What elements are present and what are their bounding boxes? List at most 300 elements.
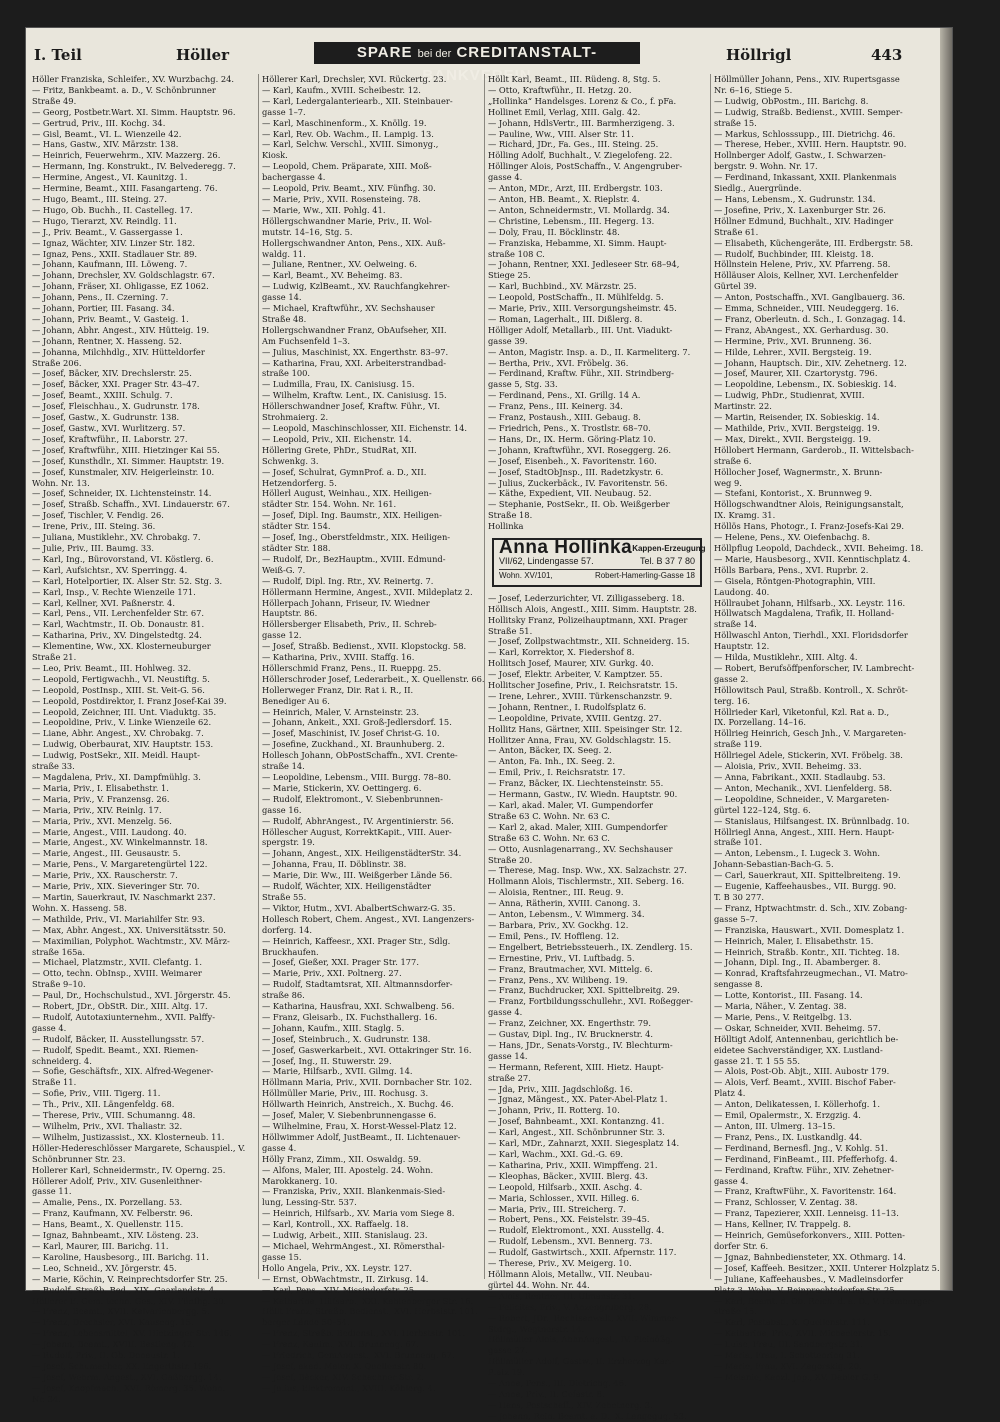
directory-entry-line: — Amalie, Pens., IX. Porzellang. 53.	[32, 1197, 183, 1208]
directory-entry-line: — Maria, Frau, I. Schottenring 31.	[714, 1350, 860, 1361]
ad-business-tag: Kappen-Erzeugung	[632, 544, 706, 554]
directory-entry-line: gasse 4.	[262, 1142, 297, 1153]
directory-entry-line: — Marie, Pens., V. Margaretengürtel 122.	[32, 859, 208, 870]
directory-entry-line: — Emil, Opalermstr., X. Erzgzig. 4.	[714, 1110, 861, 1121]
directory-entry-line: — Heinrich, Hilfsarb., XV. Maria vom Siege 8.	[262, 1208, 455, 1219]
directory-entry-line: — Georg, Postbetr.Wart. XI. Simm. Hauptstr. 96.	[32, 106, 236, 117]
directory-entry-line: gasse 39.	[488, 335, 528, 346]
directory-entry-line: gasse 4.	[488, 172, 523, 183]
ad-residence: Wohn. XV/101,	[499, 570, 553, 580]
directory-entry-line: waldg. 11.	[262, 248, 306, 259]
directory-entry-line: bachergasse 4.	[262, 172, 326, 183]
directory-entry-line: — Johann, Kraftwführ., XVI. Roseggerg. 26.	[488, 444, 671, 455]
directory-entry-line: — Leopold, Postdirektor, I. Franz Josef-Kai 39.	[32, 695, 227, 706]
directory-entry-line: — Hermine, Priv., XVI. Brunneng. 36.	[714, 335, 872, 346]
directory-entry-line: — Th., Priv., XII. Längenfeldg. 68.	[32, 1099, 175, 1110]
directory-entry-line: Höllrieg Heinrich, Gesch Jnh., V. Margareten-	[714, 728, 907, 739]
directory-entry-line: — Juliane, Rentner., XV. Oelweing. 6.	[262, 259, 418, 270]
directory-entry-line: — Franz, KraftwFühr., X. Favoritenstr. 164.	[714, 1186, 897, 1197]
directory-entry-line: straße 15.	[714, 1306, 757, 1317]
directory-entry-line: Gürtel 39.	[714, 281, 757, 292]
directory-entry-line: Höllinger Alois, PostSchaffn., V. Angengruber-	[488, 161, 683, 172]
directory-entry-line: — Leopold, Priv., XII. Eichenstr. 14.	[262, 433, 412, 444]
directory-entry-line: — Karl, Kaufm., XVIII. Scheibestr. 12.	[262, 84, 421, 95]
directory-entry-line: — Therese, Heber., XVIII. Hern. Hauptstr. 90.	[714, 139, 907, 150]
directory-entry-line: — Hans, Postschaff., XIV. Zehetnerg. 3.	[488, 1399, 653, 1410]
directory-entry-line: — Johann, Portier, III. Fasang. 34.	[32, 303, 175, 314]
directory-entry-line: — Hermine, Angest., VI. Kaunitzg. 1.	[32, 172, 188, 183]
directory-entry-line: Hollitzer Anna, Frau, XV. Goldschlagstr. 15.	[488, 734, 672, 745]
ad-phone: Tel. B 37 7 80	[639, 555, 695, 566]
directory-entry-line: — Marie, Dir. Ww., III. Weißgerber Lände 56.	[262, 870, 453, 881]
directory-entry-line: — Marie, Angest., III. Geusaustr. 5.	[32, 848, 181, 859]
directory-entry-line: — Martin, Reisender, IX. Sobieskig. 14.	[714, 412, 880, 423]
directory-entry-line: berger Lände 50–54.	[262, 1317, 350, 1328]
directory-entry-line: — Leopold, PostSchaffn., II. Mühlfeldg. 5.	[488, 292, 664, 303]
directory-entry-line: — Josef, Ing., II. Stuwerstr. 29.	[262, 1055, 392, 1066]
directory-entry-line: Straße 18.	[488, 510, 533, 521]
directory-entry-line: — Elisabeth, Küchengeräte, III. Erdbergstr. 58.	[714, 237, 913, 248]
directory-entry-line: Hollnberger Adolf, Gastw., I. Schwarzen-	[714, 150, 886, 161]
directory-entry-line: — Josef, Bäcker, XIV. Schachner Str. 2.	[262, 1371, 425, 1382]
directory-entry-line: — Heinrich, Straßb. Kontr., XII. Tichteg. 18.	[714, 946, 900, 957]
directory-entry-line: — Josef, Zollpstwachtmstr., XII. Schneiderg. 15.	[488, 636, 690, 647]
directory-entry-line: Hollesch Johann, ObPostSchaffn., XVI. Crente-	[262, 750, 458, 761]
directory-entry-line: Strohmaierg. 2.	[262, 412, 329, 423]
directory-entry-line: — Karl, Maschinenform., X. Knöllg. 19.	[262, 117, 427, 128]
directory-entry-line: — Michael, WehrmAngest., XI. Römersthal-	[262, 1240, 445, 1251]
directory-entry-line: Benediger Au 6.	[262, 695, 330, 706]
directory-entry-line: straße 165a.	[32, 946, 86, 957]
banner-mid-text: bei der	[417, 48, 452, 60]
banner-right-text: CREDITANSTALT-BANKVEREIN	[422, 44, 598, 84]
directory-entry-line: — Ignaz, Pens., XXII. Stadlauer Str. 89.	[32, 248, 198, 259]
directory-entry-line: — Melanie, Kanzl. Jnp., XV. Dabler G. 9.	[714, 1371, 882, 1382]
directory-entry-line: — Heinrich, Kaffeesr., XXI. Prager Str., Sdlg.	[262, 935, 451, 946]
directory-entry-line: dorfer Str. 6.	[714, 1240, 769, 1251]
directory-entry-line: — Paul, Dr., Hochschulstud., XVI. Jörgerstr. 45.	[32, 990, 231, 1001]
directory-entry-line: — Julie, Priv., III. Baumg. 33.	[32, 542, 155, 553]
hollinka-advertisement	[492, 537, 706, 587]
directory-entry-line: Hollitscher Josefine, Priv., I. Reichsratstr. 15.	[488, 680, 678, 691]
directory-entry-line: Hauptstr. 12.	[714, 641, 770, 652]
directory-entry-line: Hölläuser Alois, Kellner, XVI. Lerchenfelder	[714, 270, 899, 281]
directory-entry-line: — Ferdinand, FinBeamt., III. Pfefferhofg. 4.	[714, 1153, 898, 1164]
directory-entry-line: — Marie, Priv., XXI. Poltnerg. 27.	[262, 968, 402, 979]
directory-entry-line: — Aloisia, Rentner., III. Reug. 9.	[488, 887, 624, 898]
directory-entry-line: — Anton, Mechanik., XVI. Lienfelderg. 58.	[714, 782, 892, 793]
directory-entry-line: — Josef, Tischler, V. Fendig. 26.	[32, 510, 164, 521]
directory-entry-line: — Leopold, Hilfsarb., XXII. Aschg. 4.	[488, 1181, 643, 1192]
directory-entry-line: — Johanna, Milchhdlg., XIV. Hütteldorfer	[32, 346, 205, 357]
directory-entry-line: — Alois, Rentner, III. Ulmanstr. 31.	[488, 1290, 636, 1301]
directory-entry-line: — Marie, Köchin, V. Reinprechtsdorfer Str. 25.	[32, 1273, 228, 1284]
directory-entry-line: — Franziska, Hauswart., XVII. Domesplatz 1.	[714, 924, 905, 935]
directory-entry-line: — Irene, Priv., III. Steing. 36.	[32, 521, 156, 532]
directory-entry-line: — Johann, Priv., II. Rotterg. 10.	[488, 1105, 620, 1116]
directory-entry-line: — Josef, Knopfmach., XVI. Römerg. 35. Wohn.	[32, 1382, 226, 1393]
directory-entry-line: Höllmüller Adolf, Gastw., II. Erzherzog Karl-	[488, 1356, 675, 1367]
directory-entry-line: mutstr. 14–16, Stg. 5.	[262, 226, 353, 237]
directory-column-3	[484, 74, 708, 1421]
directory-entry-line: straße 119.	[714, 739, 763, 750]
directory-entry-line: Höllerl August, Weinhau., XIX. Heiligen-	[262, 488, 432, 499]
directory-entry-line: — Josef, Beamt., XXIII. Schulg. 7.	[32, 390, 173, 401]
directory-entry-line: Höllmüller Alois, AbhnAngest., IV. Pleinößg.	[488, 1334, 674, 1345]
directory-entry-line: Platz 3. Wohn. V. Reinprechtsdorfer Str. 25.	[714, 1284, 898, 1295]
directory-entry-line: sengasse 8.	[714, 979, 763, 990]
directory-entry-line: — Hilde, Lehrer., XVII. Bergsteig. 19.	[714, 346, 872, 357]
directory-entry-line: — Anna, Rätherin, XVIII. Canong. 3.	[488, 898, 641, 909]
directory-entry-line: — Franz, Pens., III. Keinerg. 34.	[488, 401, 623, 412]
directory-entry-line: — Franziska, Hebamme, XI. Simm. Haupt-	[488, 237, 667, 248]
directory-entry-line: — Hermine, Beamt., XIII. Fasangarteng. 76.	[32, 183, 218, 194]
directory-entry-line: Straße 48.	[262, 313, 307, 324]
directory-entry-line: — Marie, Stickerin, XV. Oettingerg. 6.	[262, 782, 422, 793]
directory-entry-line: — Käthe, Expedient, VII. Neubaug. 52.	[488, 488, 652, 499]
directory-entry-line: — Ignaz, Bahnbeamt., XIV. Lösteng. 23.	[32, 1230, 199, 1241]
directory-entry-line: — Franz, Kaufmann, XV. Felberstr. 96.	[32, 1208, 193, 1219]
directory-entry-line: straße 14.	[262, 761, 305, 772]
directory-entry-line: straße 101.	[714, 837, 763, 848]
directory-entry-line: Höllisch Alois, AngestI., XIII. Simm. Hauptstr. 28.	[488, 603, 697, 614]
directory-entry-line: — Ferdinand, Bernesfl. Jng., V. Kohlg. 51.	[714, 1142, 889, 1153]
directory-entry-line: Höllescher August, KorrektKapit., VIII. Auer-	[262, 826, 452, 837]
directory-entry-line: — Josefine, Zuckhand., XI. Braunhuberg. 2.	[262, 739, 445, 750]
directory-entry-line: — Rudolf, Dr., BezHauptm., XVIII. Edmund-	[262, 553, 446, 564]
directory-entry-line: — Hugo, Tierarzt, XV. Reindlg. 11.	[32, 215, 177, 226]
directory-entry-line: Hölls Barbara, Pens., XVI. Ruprbr. 2.	[714, 564, 869, 575]
directory-entry-line: — Sofie, Priv., VIII. Tigerg. 11.	[32, 1088, 161, 1099]
directory-entry-line: — Ferdinand, Inkassant, XXII. Plankenmais	[714, 172, 897, 183]
directory-entry-line: — Franz, Beamt., XVII. Kalvarienbergg. 5.	[32, 1306, 210, 1317]
directory-entry-line: — Anton, Delikatessen, I. Köllerhofg. 1.	[714, 1099, 880, 1110]
directory-entry-line: — Marie, Priv., XIII. Versorgungsheimstr. 45.	[488, 303, 677, 314]
directory-entry-line: Nr. 6–16, Stiege 5.	[714, 84, 793, 95]
directory-entry-line: — Konrad, Kraftsfahrzeugmechan., VI. Matro-	[714, 968, 908, 979]
directory-entry-line: — Felicitas, Priv., V. Anzengruberg. 28.	[488, 1301, 652, 1312]
directory-entry-line: — Marie, Priv., XVII. Rosensteing. 78.	[262, 193, 421, 204]
directory-entry-line: — Katharina, Priv., XXII. Wimpffeng. 21.	[488, 1159, 658, 1170]
directory-entry-line: — Hilda, Mustiklehr., XIII. Altg. 4.	[714, 652, 858, 663]
directory-entry-line: — Franz, Brautmacher, XVI. Mittelg. 6.	[488, 963, 653, 974]
directory-entry-line: — Karl, Rev. Ob. Wachm., II. Lampig. 13.	[262, 128, 434, 139]
directory-entry-line: — Juliane, Kaffeehausbes., V. Madleinsdorfer	[714, 1273, 904, 1284]
directory-entry-line: — Gustav, Dipl. Ing., IV. Brucknerstr. 4.	[488, 1029, 654, 1040]
directory-entry-line: — Rudolf, Bäcker, II. Ausstellungsstr. 57.	[32, 1033, 205, 1044]
directory-entry-line: Siedlg., Auergründe.	[714, 183, 802, 194]
directory-entry-line: — Johann, Pens., II. Czerning. 7.	[32, 292, 169, 303]
directory-entry-line: — Oskar, Schneider, XVII. Beheimg. 57.	[714, 1022, 881, 1033]
directory-entry-line: — Stefani, Kontorist., X. Brunnweg 9.	[714, 488, 873, 499]
directory-entry-line: — Franz, Buchdrucker, XXI. Spittelbreitg. 29.	[488, 985, 680, 996]
directory-entry-line: Höllogschwandtner Alois, Reinigungsanstalt,	[714, 499, 904, 510]
directory-entry-line: — Leopoldine, Private, XVIII. Gentzg. 27.	[488, 712, 662, 723]
directory-entry-line: — Emil, Priv., I. Reichsratstr. 17.	[488, 767, 626, 778]
directory-column-4	[710, 74, 940, 1382]
directory-entry-line: bergstr. 9. Wohn. Nr. 17.	[714, 161, 818, 172]
directory-entry-line: — Maria, Priv., XVI. Menzelg. 56.	[32, 815, 172, 826]
directory-entry-line: — Ludwig, Oberbaurat, XIV. Hauptstr. 153.	[32, 739, 214, 750]
directory-entry-line: — Rudolf, Elektromont., V. Siebenbrunnen-	[262, 793, 443, 804]
directory-entry-line: — Anton, MDr., Arzt, III. Erdbergstr. 103.	[488, 183, 663, 194]
directory-entry-line: — Anton, Fa. Inh., IX. Seeg. 2.	[488, 756, 615, 767]
directory-entry-line: — Anna, Fabrikant., XXII. Stadlaubg. 53.	[714, 772, 886, 782]
directory-entry-line: — Josef, Gastw., XVI. Wurlitzerg. 57.	[32, 423, 186, 433]
directory-entry-line: — Roman, Lagerhalt., III. Dißlerg. 8.	[488, 313, 643, 324]
directory-entry-line: — Ludwig, Arbeit., XIII. Stanislaug. 23.	[262, 1230, 428, 1241]
directory-entry-line: — Therese, Priv., XV. Meigerg. 10.	[488, 1258, 632, 1269]
directory-entry-line: Straße 206.	[32, 357, 82, 368]
directory-entry-line: — Johann, Abhr. Angest., XIV. Hütteig. 19.	[32, 324, 210, 335]
directory-entry-line: — Rudolf, Gastwirtsch., XXII. Afpernstr. 117.	[488, 1247, 677, 1258]
directory-entry-line: — Karl, Postabst., X. Quellenstr. 111.	[714, 1317, 870, 1328]
directory-entry-line: — Johann, Angest., XIX. HeiligenstädterStr. 34.	[262, 848, 462, 859]
directory-entry-line: Höllerschroder Josef, Lederarbeit., X. Quellenstr. 66.	[262, 673, 485, 684]
directory-entry-line: — Maria, Priv., V. Franzensg. 26.	[32, 793, 170, 804]
directory-entry-line: — Franz, Tapezierer, XXII. Lenneisg. 11–13.	[714, 1208, 899, 1219]
directory-entry-line: — Hans, Gastw., XIV. Märzstr. 138.	[32, 139, 179, 150]
directory-entry-line: — Franz, Schlosser, V. Zentag. 38.	[714, 1197, 858, 1208]
directory-entry-line: — Viktor, Hutm., XVI. AbalbertSchwarz-G. 35.	[262, 902, 456, 913]
directory-entry-line: — Stephanie, PostSekr., II. Ob. Weißgerber	[488, 499, 670, 510]
directory-entry-line: Straße 20.	[488, 854, 533, 865]
directory-entry-line: Höllraubet Johann, Hilfsarb., XX. Leystr. 116.	[714, 597, 906, 608]
directory-entry-line: straße 100.	[262, 368, 311, 379]
directory-columns	[32, 74, 940, 1421]
directory-entry-line: Stiege 25.	[488, 270, 531, 281]
directory-entry-line: — Wilhelm, Kraftw. Lent., IX. Canisiusg. 15.	[262, 390, 447, 401]
directory-column-2	[258, 74, 485, 1393]
directory-entry-line: Straße 21.	[32, 652, 77, 663]
directory-entry-line: — Liane, Abhr. Angest., XV. Chrobakg. 7.	[32, 728, 204, 739]
directory-entry-line: — Hans, Dr., IX. Herm. Göring-Platz 10.	[488, 433, 656, 444]
directory-entry-line: — Rudolf, Spedit. Beamt., XXI. Riemen-	[32, 1044, 199, 1055]
directory-entry-line: gasse 4.	[714, 1175, 749, 1186]
directory-entry-line: — Leo, Schneid., XV. Jörgerstr. 45.	[32, 1262, 177, 1273]
directory-entry-line: — Bertha, Priv., XVI. Fröbelg. 36.	[488, 357, 629, 368]
directory-entry-line: — Rudolf, Straßb. Bed., XIX. Gaarlandstr. 4.	[32, 1284, 217, 1295]
directory-entry-line: — Emil, Pens., IV. Hoffleng. 12.	[488, 930, 619, 941]
directory-entry-line: — Hermann, Ing. Konstrukt., IV. Belvederegg. 7.	[32, 161, 236, 172]
directory-entry-line: — Rudolf, Elektromont., XXI. Ausstellg. 4.	[488, 1225, 665, 1236]
directory-entry-line: — Markus, Schlosssupp., III. Dietrichg. 46.	[714, 128, 896, 139]
directory-entry-line: — Josef, Gaswerkarbeit., XVI. Ottakringer Str. 16.	[262, 1044, 472, 1055]
directory-entry-line: — Josef, Bäcker, XIV. Drechslerstr. 25.	[32, 368, 192, 379]
directory-entry-line: Höllwatsch Magdalena, Trafik, II. Holland-	[714, 608, 894, 619]
directory-entry-line: — Johann, Drechsler, XV. Goldschlagstr. 67.	[32, 270, 215, 281]
directory-entry-line: Schönbrunner Str. 23.	[32, 1153, 126, 1164]
directory-entry-line: gürtel 122–124, Stg. 6.	[714, 804, 811, 815]
directory-entry-line: — Rudolf, Stadtamtsrat, XII. Altmannsdorfer-	[262, 979, 453, 990]
directory-entry-line: — Karl, Ing., Bürovorstand, VI. Köstlerg. 6.	[32, 553, 214, 564]
directory-entry-line: — Fritz, Bankbeamt. a. D., V. Schönbrunner	[32, 84, 216, 95]
directory-entry-line: — Katharina, Priv., XVII. Michaelerstr. 15.	[714, 1328, 892, 1339]
directory-entry-line: — Gisl, Beamt., VI. L. Wienzeile 42.	[32, 128, 182, 139]
directory-entry-line: — Karl 2, akad. Maler, XIII. Gumpendorfer	[488, 821, 668, 832]
ad-residence-street: Robert-Hamerling-Gasse 18	[594, 570, 695, 580]
directory-entry-line: IX. Kramg. 31.	[714, 510, 776, 521]
directory-entry-line: Höllergschwandner Marie, Priv., II. Wol-	[262, 215, 432, 226]
directory-entry-line: — Anton, Lebensm., V. Wimmerg. 34.	[488, 909, 645, 920]
directory-entry-line: Hollerweger Franz, Dir. Rat i. R., II.	[262, 684, 414, 695]
directory-entry-line: Höllriegel Adele, Stickerin, XVI. Fröbelg. 38.	[714, 750, 903, 761]
directory-entry-line: Höller-Hedereschlösser Margarete, Schauspiel., V.	[32, 1142, 246, 1153]
directory-entry-line: — Marie, Ww., XII. Pohlg. 41.	[262, 204, 386, 215]
directory-entry-line: — Karl, akad. Maler, VI. Gumpendorfer	[488, 800, 653, 810]
directory-entry-line: städter Str. 154.	[262, 521, 331, 532]
directory-entry-line: Weiß-G. 7.	[262, 564, 306, 575]
directory-entry-line: Hollesch Robert, Chem. Angest., XVI. Langenzers-	[262, 913, 475, 924]
directory-entry-line: Hölling Adolf, Buchhalt., V. Ziegelofeng. 22.	[488, 150, 673, 161]
directory-entry-line: — Leopold, Chem. Präparate, XIII. Moß-	[262, 161, 432, 172]
directory-entry-line: — Kleophas, Bäcker., XVIII. Blerg. 43.	[488, 1170, 648, 1181]
directory-entry-line: Höllerer Karl, Drechsler, XVI. Rückertg. 23.	[262, 74, 447, 84]
directory-entry-line: — Wilhelm, Justizassist., XX. Klosterneub. 11.	[32, 1131, 225, 1142]
directory-entry-line: weg 9.	[714, 477, 742, 488]
directory-entry-line: — Josef, Schulrat, GymnProf. a. D., XII.	[262, 466, 427, 477]
directory-entry-line: — Josef, Bahnbeamt., XXI. Kontanzng. 41.	[488, 1116, 665, 1127]
directory-entry-line: — Franz, Pens., XV. Wilibeng. 19.	[488, 974, 628, 985]
directory-entry-line: — Martin, Sauerkraut, IV. Naschmarkt 237.	[32, 891, 216, 902]
directory-entry-line: — Karl, Maurer, III. Barichg. 11.	[32, 1240, 169, 1251]
directory-entry-line: Platz 19.	[488, 1367, 525, 1378]
directory-entry-line: — Sofie, Geschäftsfr., XIX. Alfred-Wegener-	[32, 1066, 214, 1077]
directory-entry-line: — Anna, Priv., II. Cefastr. 8.	[488, 1388, 605, 1399]
directory-entry-line: Hauptstr. 86.	[262, 608, 318, 619]
directory-entry-line: — Josef, Straßb. Bedienst., XVII. Klopstockg. 58.	[262, 641, 467, 652]
directory-entry-line: — Marie, Pens., V. Reitgelbg. 13.	[714, 1011, 852, 1022]
directory-entry-line: — Otto, Kraftwführ., II. Hetzg. 20.	[488, 84, 632, 95]
directory-entry-line: — Eugenie, Kaffeehausbes., VII. Burgg. 90.	[714, 881, 897, 892]
directory-entry-line: Höllmüller Johann, Pens., XIV. Rupertsgasse	[714, 74, 900, 84]
directory-entry-line: — Karl, Kontroll., XX. Raffaelg. 18.	[262, 1219, 409, 1230]
directory-entry-line: — Karl, Beamt. d. Ob. Reich. d. a. D., V. Hamburger-	[714, 1295, 935, 1306]
directory-entry-line: — Franz, Drechsler, XVI. Kauseng. 15.	[32, 1317, 194, 1328]
directory-entry-line: — Gertrud, Priv., III. Kochg. 34.	[32, 117, 166, 128]
directory-entry-line: Straße 11.	[32, 1077, 77, 1088]
ad-address: VII/62, Lindengasse 57.	[499, 555, 594, 566]
directory-entry-line: Hölly Franz, Zimm., XII. Oswaldg. 59.	[262, 1153, 422, 1164]
directory-entry-line: Höllner Edmund, Buchhalt., XIV. Hadinger	[714, 215, 894, 226]
directory-entry-line: — Rudolf, Dipl. Ing. Rtr., XV. Reinertg. 7.	[262, 575, 434, 586]
page-edge	[940, 28, 952, 1290]
directory-entry-line: — Helene, Pens., XV. Oiefenbachg. 8.	[714, 532, 870, 543]
directory-entry-line: — Josef, Gießer, XXI. Prager Str. 177.	[262, 957, 419, 968]
directory-entry-line: — Franz, Kaufm., XVI. Brunneng. 67.	[262, 1339, 419, 1350]
directory-entry-line: — Josef, Maurer, XII. Czartorystg. 796.	[714, 368, 878, 379]
directory-entry-line: — Hugo, Ob. Buchh., II. Castelleg. 17.	[32, 204, 193, 215]
column-3-top	[488, 74, 708, 532]
directory-entry-line: — Hermann, Referent, XIII. Hietz. Haupt-	[488, 1061, 664, 1072]
directory-entry-line: — Karl, Beamt., XV. Beheimg. 83.	[262, 270, 403, 281]
directory-entry-line: — Franz, Gleisarb., IX. Fuchsthallerg. 16.	[262, 1011, 438, 1022]
directory-entry-line: — Josef, Kaffeeh. Besitzer., XXII. Unterer Holzplatz 5.	[714, 1262, 940, 1273]
directory-entry-line: Hollitsch Josef, Maurer, XIV. Gurkg. 40.	[488, 658, 654, 669]
directory-entry-line: — Jgnaz, Bahnbediensteter, XX. Othmarg. 14.	[714, 1251, 906, 1262]
directory-entry-line: Höllt Franz, Straßb. Bedienst., XVI. Herbststr. 101.	[262, 1306, 478, 1317]
directory-entry-line: — Rudolf, Lebensm., XVI. Bennerg. 73.	[488, 1236, 653, 1247]
directory-entry-line: straße 6.	[714, 455, 752, 466]
directory-entry-line: — Josef, Straßb. Schaffn., XVI. Lindauerstr. 67.	[32, 499, 230, 510]
directory-entry-line: — Juliana, Mustiklehr., XV. Chrobakg. 7.	[32, 532, 201, 543]
directory-entry-line: Wohn. Nr. 13.	[32, 477, 90, 488]
directory-entry-line: — Karl, Angest., XII. Schönbrunner Str. 3.	[488, 1127, 665, 1138]
directory-page	[26, 28, 952, 1421]
directory-entry-line: gasse 1–7.	[262, 106, 306, 117]
directory-entry-line: — Alfons, Maler, III. Apostelg. 24. Wohn.	[262, 1164, 434, 1175]
directory-entry-line: — Wilhelm, Priv., XVI. Thaliastr. 32.	[32, 1121, 183, 1131]
directory-entry-line: — Johann, Kaufmann, III. Löweng. 7.	[32, 259, 188, 270]
directory-entry-line: gasse 27.	[488, 1345, 528, 1356]
directory-entry-line: — Anton, III. Ulmerg. 13–15.	[714, 1121, 836, 1131]
directory-entry-line: — Karl, Ledergalanteriearb., XII. Steinbauer-	[262, 95, 453, 106]
directory-entry-line: — Leopoldine, Schneider., V. Margareten-	[714, 793, 890, 804]
directory-entry-line: — Hans, JDr., Senats-Vorstg., IV. Blechturm-	[488, 1039, 673, 1050]
directory-entry-line: — Julius, Zuckerbäck., IV. Favoritenstr. 56.	[488, 477, 668, 488]
directory-entry-line: gasse 14.	[262, 292, 302, 303]
directory-entry-line: eidetee Sachverständiger, XX. Lustland-	[714, 1044, 883, 1055]
directory-entry-line: Höllobert Hermann, Garderob., II. Wittelsbach-	[714, 444, 914, 455]
directory-entry-line: — Mathilde, Priv., VI. Mariahilfer Str. 93.	[32, 913, 206, 924]
directory-entry-line: — Richard, JDr., Fa. Ges., III. Steing. 25.	[488, 139, 659, 150]
directory-entry-line: — Ludwig, KzlBeamt., XV. Rauchfangkehrer-	[262, 281, 450, 292]
directory-entry-line: Höllwimmer Adolf, JustBeamt., II. Lichtenauer-	[262, 1131, 461, 1142]
directory-entry-line: — Leopoldine, Lebensm., VIII. Burgg. 78–80.	[262, 772, 452, 782]
directory-entry-line: — Otto, Ausnlagenarrang., XV. Sechshauser	[488, 843, 673, 854]
directory-entry-line: — Karl, Korrektor, X. Fiedershof 8.	[488, 647, 635, 658]
directory-entry-line: gasse 21. T. 1 55 55.	[714, 1055, 801, 1066]
directory-entry-line: — Maria, Schlosser., XVII. Hilleg. 6.	[488, 1192, 640, 1203]
directory-entry-line: — Maria, Näher., V. Zentag. 38.	[714, 1001, 847, 1012]
directory-entry-line: — Otto, techn. ObInsp., XVIII. Weimarer	[32, 968, 202, 979]
directory-entry-line: Stdrg., Wegtnerstr. 14.	[488, 1323, 585, 1334]
directory-entry-line: — Franz, Zeichner, XX. Engerthstr. 79.	[488, 1018, 651, 1029]
page-number: 443	[871, 46, 903, 64]
directory-entry-line: gasse 11.	[32, 1186, 72, 1197]
directory-entry-line: — Lotte, Kontorist., III. Fasang. 14.	[714, 990, 863, 1001]
directory-entry-line: — Ludwig, ObPostm., III. Barichg. 8.	[714, 95, 869, 106]
directory-entry-line: straße 15.	[714, 117, 757, 128]
directory-entry-line: — Katharina, Priv., XV. Dingelstedtg. 24.	[32, 630, 202, 641]
directory-entry-line: — Franz, Postaush., XIII. Gebaug. 8.	[488, 412, 641, 423]
directory-entry-line: — Ferdinand, Kraftw. Führ., XII. Strindberg-	[488, 368, 674, 379]
directory-entry-line: — Therese, Mag. Insp. Ww., XX. Salzachstr. 27.	[488, 865, 687, 876]
directory-entry-line: Schwenkg. 3.	[262, 455, 319, 466]
directory-entry-line: — Ferdinand, Pens., XI. Grillg. 14 A.	[488, 390, 641, 401]
directory-entry-line: Straße 55.	[262, 891, 307, 902]
directory-entry-line: — Johann, Rentner, XXI. Jedleseer Str. 68–94,	[488, 259, 680, 270]
directory-entry-line: — Hans, Beamt., X. Quellenstr. 115.	[32, 1219, 184, 1230]
directory-entry-line: Höllrieder Karl, Viketonful, Kzl. Rat a. D.,	[714, 706, 890, 717]
directory-entry-line: — Marie, Angest., VIII. Laudong. 40.	[32, 826, 187, 837]
directory-entry-line: Höllmann Maria, Priv., XVII. Dornbacher Str. 102.	[262, 1077, 473, 1088]
directory-entry-line: — Carl, Sauerkraut, XII. Spittelbreiteng. 19.	[714, 870, 901, 881]
directory-entry-line: — Josef, StadtObJnsp., III. Radetzkystr. 6.	[488, 466, 664, 477]
directory-entry-line: — Marie, Hausbesorg., XVII. Kenntischplatz 4.	[714, 553, 911, 564]
directory-entry-line: — Johann, Fräser, XI. Ohligasse, EZ 1062.	[32, 281, 209, 292]
directory-entry-line: Wohn. X. Hasseng. 58.	[32, 902, 127, 913]
directory-entry-line: Höllerschwandner Josef, Kraftw. Führ., VI.	[262, 401, 440, 412]
directory-entry-line: — Jgnaz, Mängest., XX. Pater-Abel-Platz 1.	[488, 1094, 668, 1105]
directory-entry-line: gasse 16.	[262, 804, 302, 815]
directory-entry-line: — Josef, Elektr. Arbeiter, V. Kamptzer. 55.	[488, 669, 663, 680]
directory-entry-line: Höllös Hans, Photogr., I. Franz-Josefs-Kai 29.	[714, 521, 905, 532]
directory-entry-line: gasse 5, Stg. 33.	[488, 379, 558, 390]
directory-entry-line: — Alois, Verf. Beamt., XVIII. Bischof Faber-	[714, 1077, 896, 1088]
directory-entry-line: — Maria, Priv., III. Streicherg. 7.	[488, 1203, 627, 1214]
directory-entry-line: Marokkanerg. 10.	[262, 1175, 338, 1186]
